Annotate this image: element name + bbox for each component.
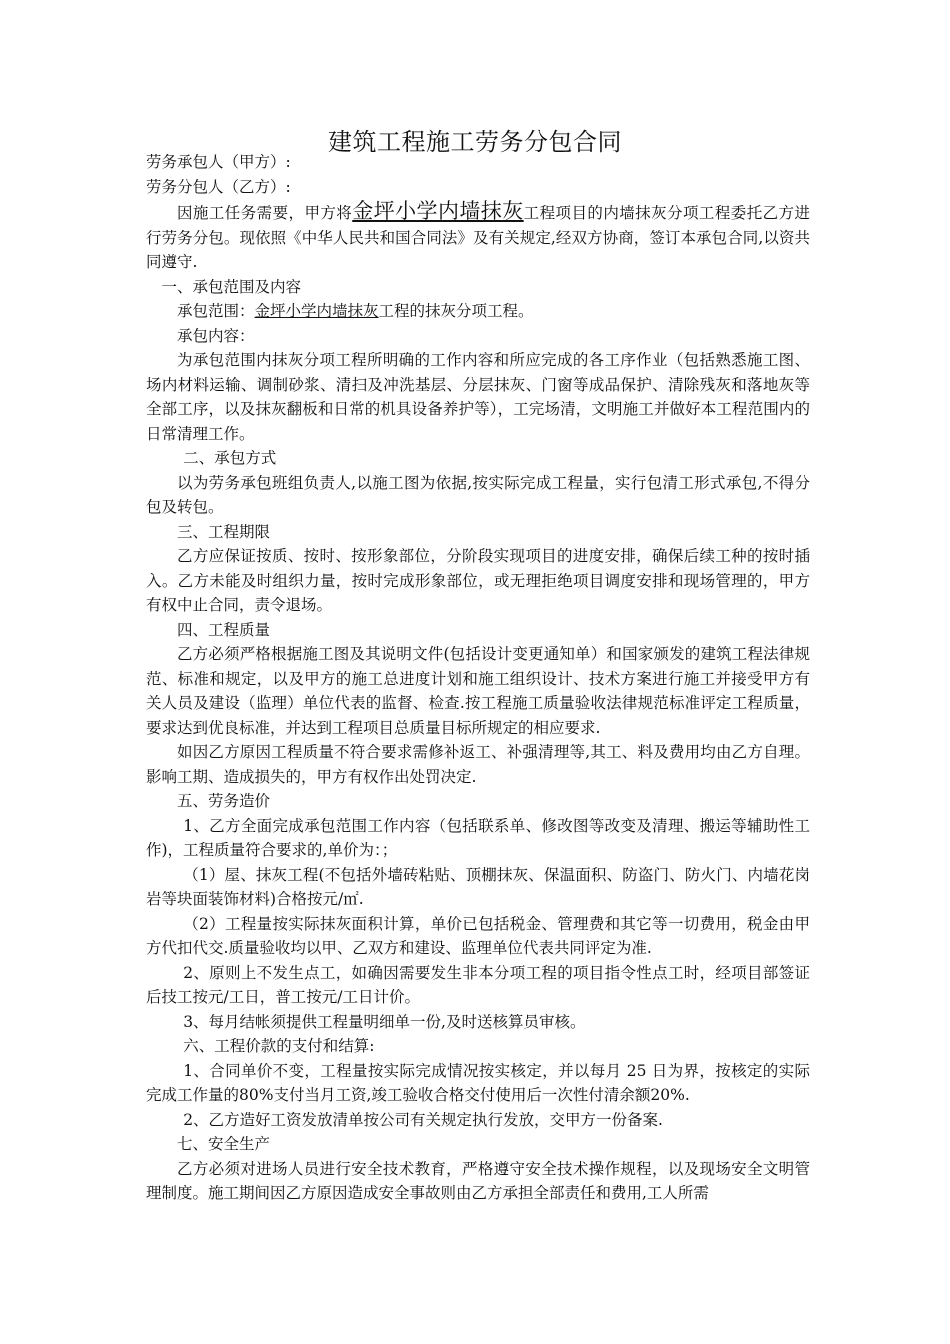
project-name: 金坪小学内墙抹灰 [352, 199, 524, 223]
section-2-text: 以为劳务承包班组负责人,以施工图为依据,按实际完成工程量，实行包清工形式承包,不得分包及转包。 [146, 473, 810, 516]
section-7-heading: 七、安全生产 [177, 1135, 271, 1153]
section-3-text: 乙方应保证按质、按时、按形象部位，分阶段实现项目的进度安排，确保后续工种的按时插入。乙方未能及时组织力量，按时完成形象部位，或无理拒绝项目调度安排和现场管理的，甲方有权中止合同，责令退场。 [146, 547, 810, 614]
scope-line [146, 299, 810, 324]
intro-after: 工程项目的内墙抹灰分项工程委托乙方进行劳务分包。现依照《中华人民共和国合同法》及有关规定,经双方协商，签订本承包合同,以资共同遵守. [146, 204, 810, 271]
section-6-item-1: 1、合同单价不变，工程量按实际完成情况按实核定，并以每月 25 日为界，按核定的实际完成工作量的80%支付当月工资,竣工验收合格交付使用后一次性付清余额20%. [146, 1061, 810, 1104]
section-4-heading: 四、工程质量 [177, 620, 271, 639]
section-5-item-1: 1、乙方全面完成承包范围工作内容（包括联系单、修改图等改变及清理、搬运等辅助性工作)，工程质量符合要求的,单价为：； [146, 816, 810, 859]
section-2-heading: 二、承包方式 [183, 449, 277, 467]
party-b-line: 劳务分包人（乙方）: [146, 177, 291, 196]
scope-label: 承包范围： [177, 302, 255, 320]
content-label: 承包内容： [177, 326, 255, 345]
intro-before: 因施工任务需要，甲方将 [177, 204, 353, 222]
intro-paragraph [146, 199, 810, 275]
party-a-line: 劳务承包人（甲方）: [146, 153, 291, 171]
section-5-item-1b: （2）工程量按实际抹灰面积计算，单价已包括税金、管理费和其它等一切费用，税金由甲方代扣代交.质量验收均以甲、乙双方和建设、监理单位代表共同评定为准. [146, 914, 810, 957]
section-4-paragraph-1: 乙方必须严格根据施工图及其说明文件(包括设计变更通知单）和国家颁发的建筑工程法律规范、标准和规定，以及甲方的施工总进度计划和施工组织设计、技术方案进行施工并接受甲方有关人员及建设（监理）单位代表的监督、检查.按工程施工质量验收法律规范标准评定工程质量，要求达到优良标准，并达到工程项目总质量目标所规定的相应要求. [146, 645, 810, 737]
contract-body [146, 150, 810, 1206]
scope-after: 工程的抹灰分项工程。 [378, 302, 534, 320]
content-paragraph: 为承包范围内抹灰分项工程所明确的工作内容和所应完成的各工序作业（包括熟悉施工图、场内材料运输、调制砂浆、清扫及冲洗基层、分层抹灰、门窗等成品保护、清除残灰和落地灰等全部工序，以及抹灰翻板和日常的机具设备养护等），工完场清，文明施工并做好本工程范围内的日常清理工作。 [146, 351, 810, 443]
page-title: 建筑工程施工劳务分包合同 [328, 128, 622, 156]
section-5-item-3: 3、每月结帐须提供工程量明细单一份,及时送核算员审核。 [183, 1012, 586, 1031]
section-6-item-2: 2、乙方造好工资发放清单按公司有关规定执行发放，交甲方一份备案. [183, 1110, 663, 1129]
section-5-item-2: 2、原则上不发生点工，如确因需要发生非本分项工程的项目指令性点工时，经项目部签证后技工按元/工日，普工按元/工日计价。 [146, 963, 810, 1006]
section-4-paragraph-2: 如因乙方原因工程质量不符合要求需修补返工、补强清理等,其工、料及费用均由乙方自理。影响工期、造成损失的，甲方有权作出处罚决定. [146, 743, 810, 786]
section-3-heading: 三、工程期限 [177, 522, 271, 541]
section-7-text: 乙方必须对进场人员进行安全技术教育，严格遵守安全技术操作规程，以及现场安全文明管理制度。施工期间因乙方原因造成安全事故则由乙方承担全部责任和费用,工人所需 [146, 1159, 810, 1202]
section-5-item-1a: （1）屋、抹灰工程(不包括外墙砖粘贴、顶棚抹灰、保温面积、防盗门、防火门、内墙花岗岩等块面装饰材料)合格按元/㎡. [146, 865, 810, 908]
section-5-heading: 五、劳务造价 [177, 792, 271, 810]
section-1-heading: 一、承包范围及内容 [161, 277, 302, 296]
scope-project: 金坪小学内墙抹灰 [254, 302, 379, 320]
section-6-heading: 六、工程价款的支付和结算: [183, 1037, 375, 1055]
